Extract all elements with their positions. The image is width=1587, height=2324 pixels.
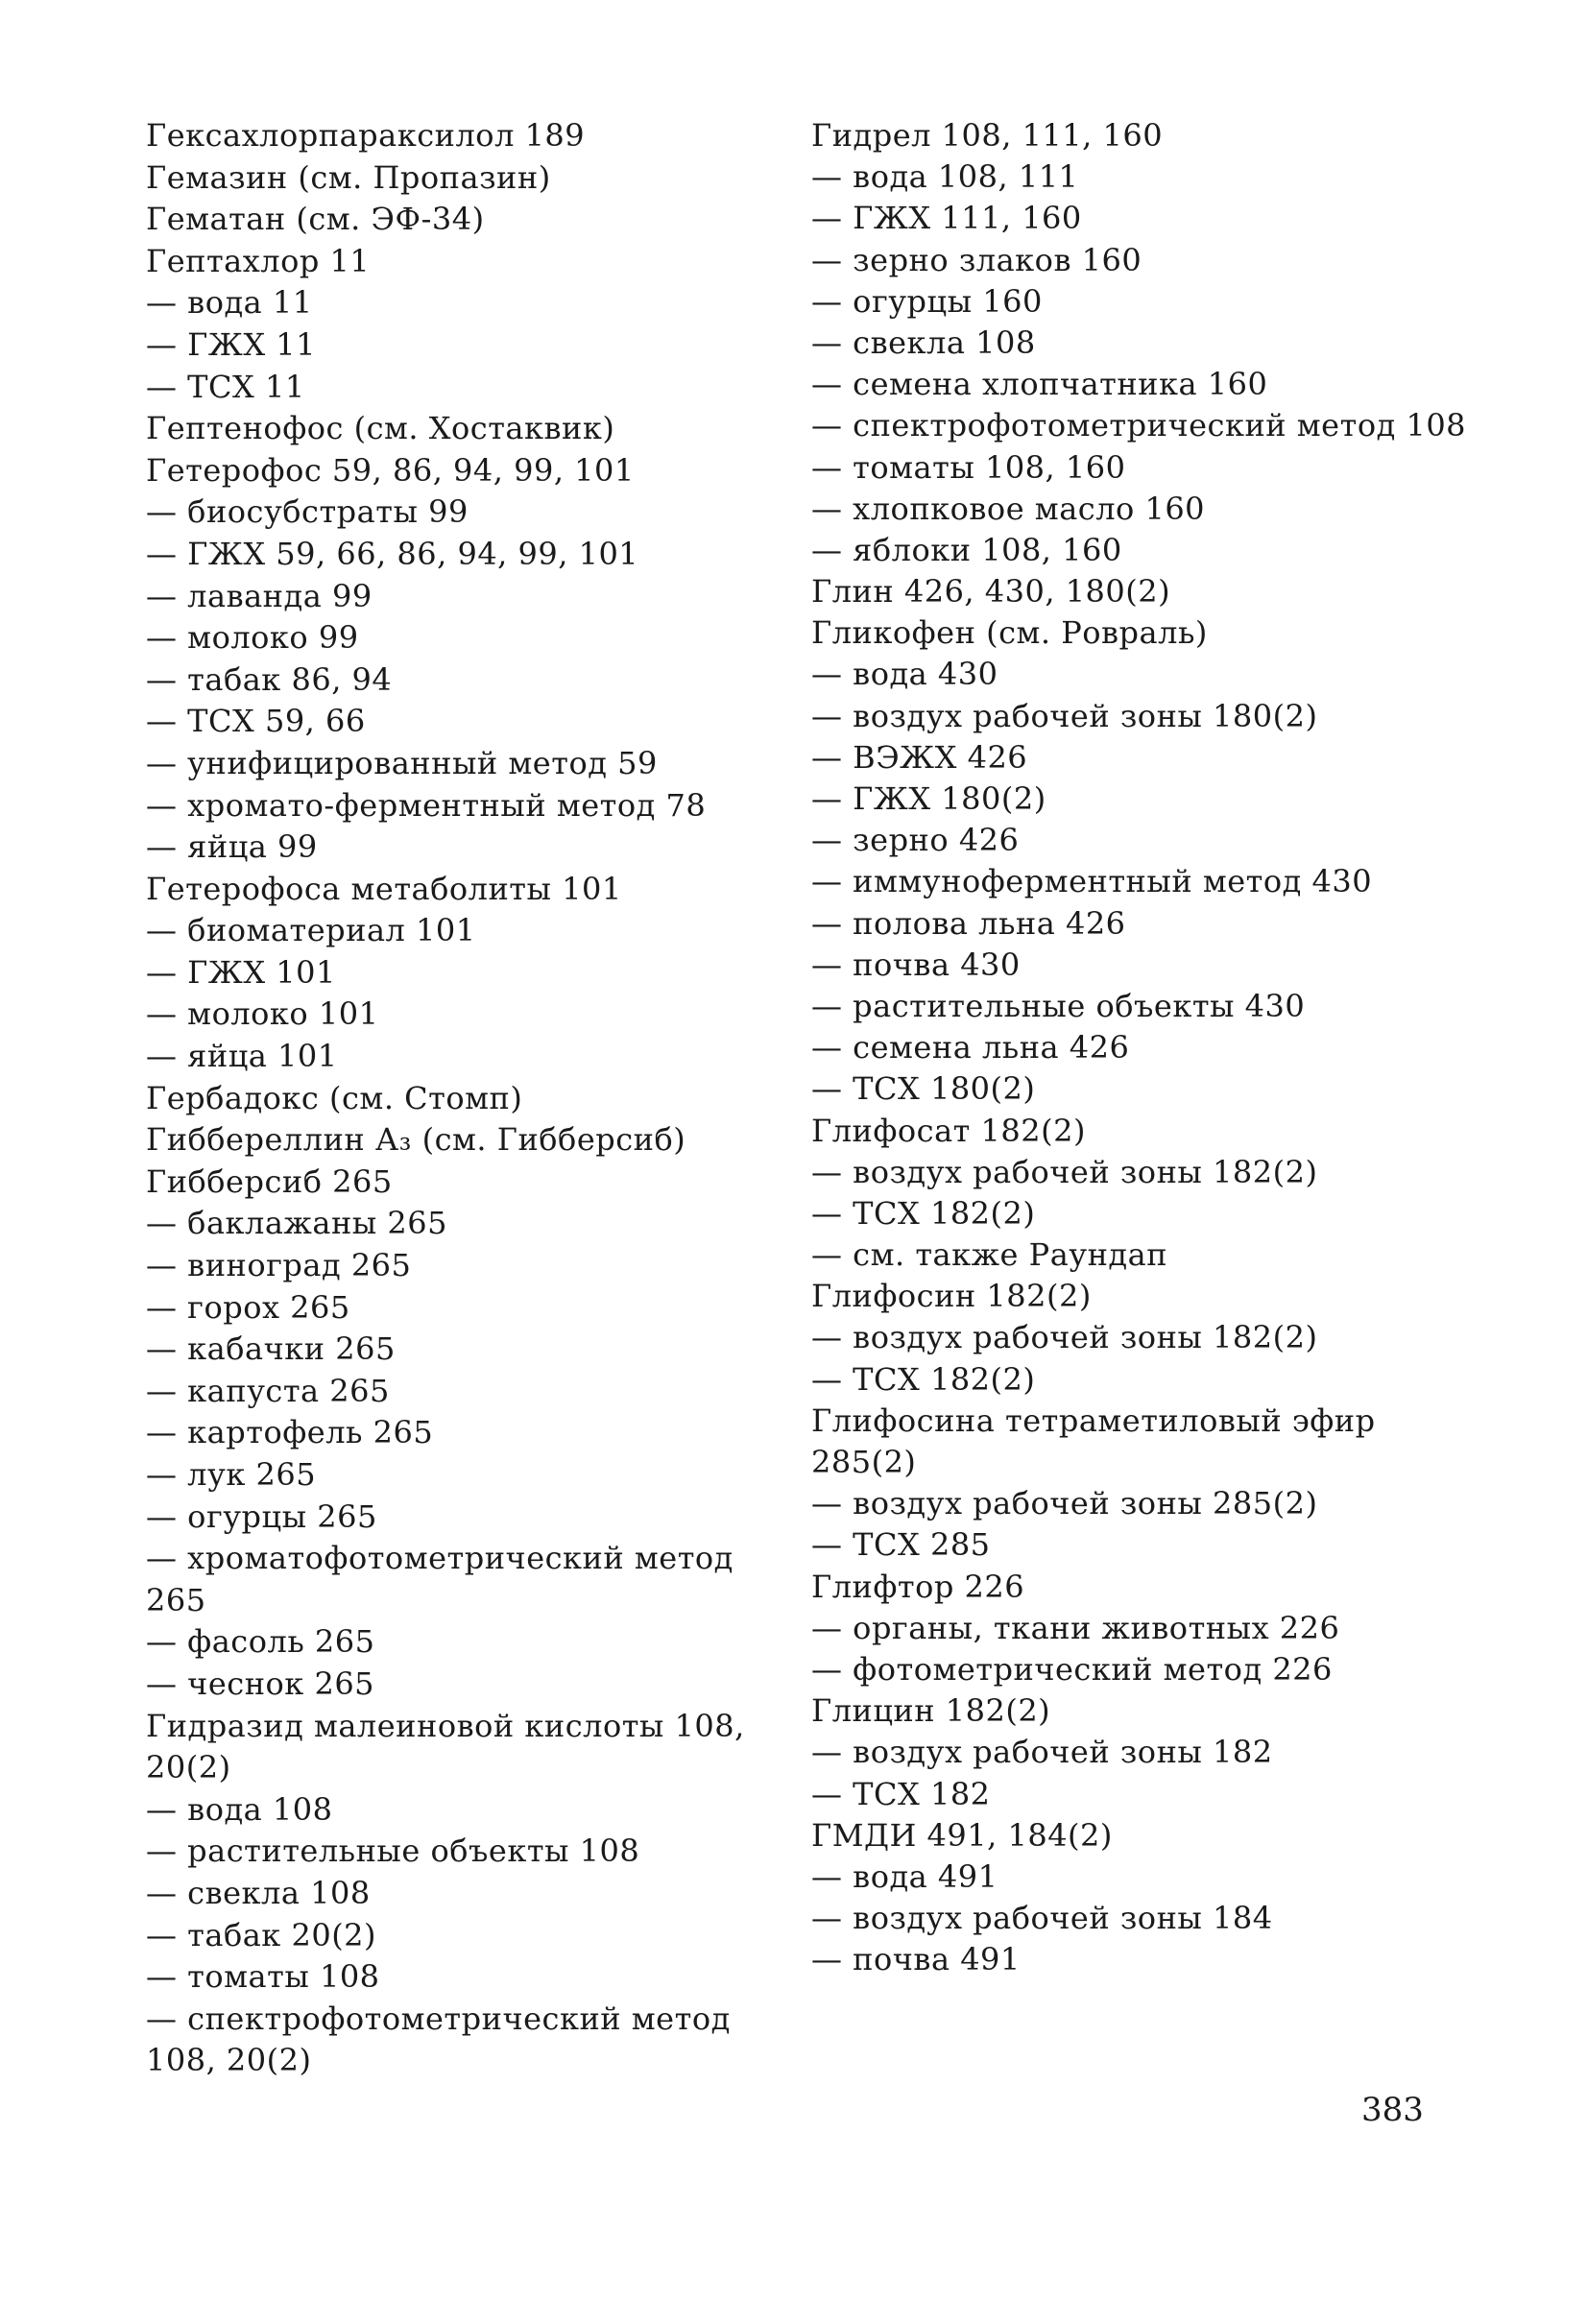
index-subentry: — воздух рабочей зоны 182(2) [811,1319,1318,1356]
index-entry: Глифтор 226 [811,1568,1025,1605]
index-column-right [811,115,1467,1980]
index-subentry: — семена хлопчатника 160 [811,366,1268,403]
index-subentry: — баклажаны 265 [146,1205,447,1242]
index-subentry: — хлопковое масло 160 [811,490,1206,527]
index-subentry: — кабачки 265 [146,1330,396,1368]
index-subentry: — биоматериал 101 [146,912,476,949]
index-subentry: — ГЖХ 180(2) [811,780,1046,817]
index-subentry: — ГЖХ 59, 66, 86, 94, 99, 101 [146,535,639,572]
index-subentry: — чеснок 265 [146,1665,375,1702]
index-subentry: — ТСХ 182(2) [811,1194,1036,1232]
index-subentry: — вода 430 [811,656,998,693]
index-entry: 285(2) [811,1444,917,1480]
index-subentry: — спектрофотометрический метод 108 [811,407,1467,444]
index-subentry: — воздух рабочей зоны 182 [811,1734,1273,1771]
index-subentry: — почва 430 [811,946,1021,983]
index-subentry: — вода 108, 111 [811,158,1079,196]
index-entry: Гликофен (см. Ровраль) [811,614,1208,652]
index-subentry: — лаванда 99 [146,577,373,614]
index-subentry: — свекла 108 [811,323,1036,361]
index-entry: Гептенофос (см. Хостаквик) [146,410,615,447]
index-entry: Гидразид малеиновой кислоты 108, [146,1707,745,1744]
index-entry: Гептахлор 11 [146,242,371,279]
index-subentry: — зерно 426 [811,822,1020,859]
index-subentry: — растительные объекты 430 [811,987,1306,1024]
index-entry: Гетерофос 59, 86, 94, 99, 101 [146,451,635,489]
index-subentry: — воздух рабочей зоны 182(2) [811,1153,1318,1190]
index-entry: Гемазин (см. Пропазин) [146,158,551,196]
index-subentry: — ТСХ 182(2) [811,1360,1036,1398]
index-subentry: — вода 108 [146,1790,333,1828]
index-subentry: — ВЭЖХ 426 [811,738,1028,776]
index-subentry: — растительные объекты 108 [146,1833,640,1870]
index-subentry: — см. также Раундап [811,1236,1168,1274]
index-entry: Гидрел 108, 111, 160 [811,117,1164,154]
index-subentry: — яйца 99 [146,828,318,866]
index-entry: 265 [146,1581,206,1618]
index-subentry: — вода 491 [811,1857,998,1895]
index-subentry: — молоко 99 [146,619,359,657]
index-subentry: — воздух рабочей зоны 184 [811,1900,1273,1937]
index-subentry: — вода 11 [146,284,313,322]
index-entry: Гибберсиб 265 [146,1162,393,1200]
index-subentry: — биосубстраты 99 [146,493,469,531]
index-subentry: — томаты 108 [146,1958,380,1996]
index-entry: 20(2) [146,1749,231,1786]
index-subentry: — ТСХ 182 [811,1775,991,1812]
index-subentry: — фасоль 265 [146,1623,375,1661]
index-entry: Гексахлорпараксилол 189 [146,117,586,154]
index-subentry: — табак 86, 94 [146,660,393,698]
index-subentry: — ТСХ 59, 66 [146,703,366,740]
index-entry: Глифосин 182(2) [811,1278,1092,1315]
index-entry: Гетерофоса метаболиты 101 [146,870,622,907]
index-subentry: — горох 265 [146,1288,350,1326]
index-subentry: — полова льна 426 [811,904,1126,942]
index-subentry: — унифицированный метод 59 [146,744,658,781]
index-subentry: — спектрофотометрический метод [146,2000,731,2037]
index-subentry: — зерно злаков 160 [811,241,1142,278]
index-subentry: — виноград 265 [146,1247,412,1284]
index-subentry: — воздух рабочей зоны 180(2) [811,697,1318,734]
index-subentry: — хромато-ферментный метод 78 [146,786,707,824]
index-subentry: — яйца 101 [146,1038,338,1075]
index-subentry: — свекла 108 [146,1874,371,1911]
index-subentry: — яблоки 108, 160 [811,531,1122,568]
index-subentry: — огурцы 265 [146,1497,377,1535]
index-subentry: — хроматофотометрический метод [146,1540,733,1577]
index-entry: ГМДИ 491, 184(2) [811,1816,1113,1854]
index-subentry: — ГЖХ 101 [146,953,336,991]
index-subentry: — воздух рабочей зоны 285(2) [811,1485,1318,1522]
index-subentry: — ТСХ 11 [146,368,305,405]
index-subentry: — органы, ткани животных 226 [811,1609,1340,1646]
index-subentry: — ТСХ 285 [811,1526,991,1564]
index-entry: Глифосат 182(2) [811,1112,1086,1149]
index-entry: Гематан (см. ЭФ-34) [146,201,485,238]
index-subentry: — ТСХ 180(2) [811,1070,1036,1108]
index-entry: Гербадокс (см. Стомп) [146,1079,523,1116]
index-subentry: — табак 20(2) [146,1916,377,1953]
index-subentry: — почва 491 [811,1941,1021,1978]
index-subentry: — иммуноферментный метод 430 [811,863,1373,900]
index-subentry: — ГЖХ 11 [146,325,316,363]
index-subentry: — лук 265 [146,1456,317,1493]
index-entry: Гиббереллин А₃ (см. Гибберсиб) [146,1121,686,1159]
index-column-left [146,115,760,2082]
index-subentry: — ГЖХ 111, 160 [811,200,1082,237]
index-subentry: — томаты 108, 160 [811,448,1126,486]
index-entry: Глицин 182(2) [811,1692,1051,1730]
page-number: 383 [1361,2091,1424,2129]
index-subentry: — молоко 101 [146,995,379,1033]
index-subentry: — семена льна 426 [811,1029,1130,1066]
index-subentry: — фотометрический метод 226 [811,1650,1333,1688]
index-subentry: — огурцы 160 [811,282,1043,320]
index-entry: Глин 426, 430, 180(2) [811,573,1171,611]
index-subentry: — капуста 265 [146,1372,390,1409]
index-entry: Глифосина тетраметиловый эфир [811,1402,1376,1439]
index-entry: 108, 20(2) [146,2042,312,2079]
index-subentry: — картофель 265 [146,1414,434,1451]
